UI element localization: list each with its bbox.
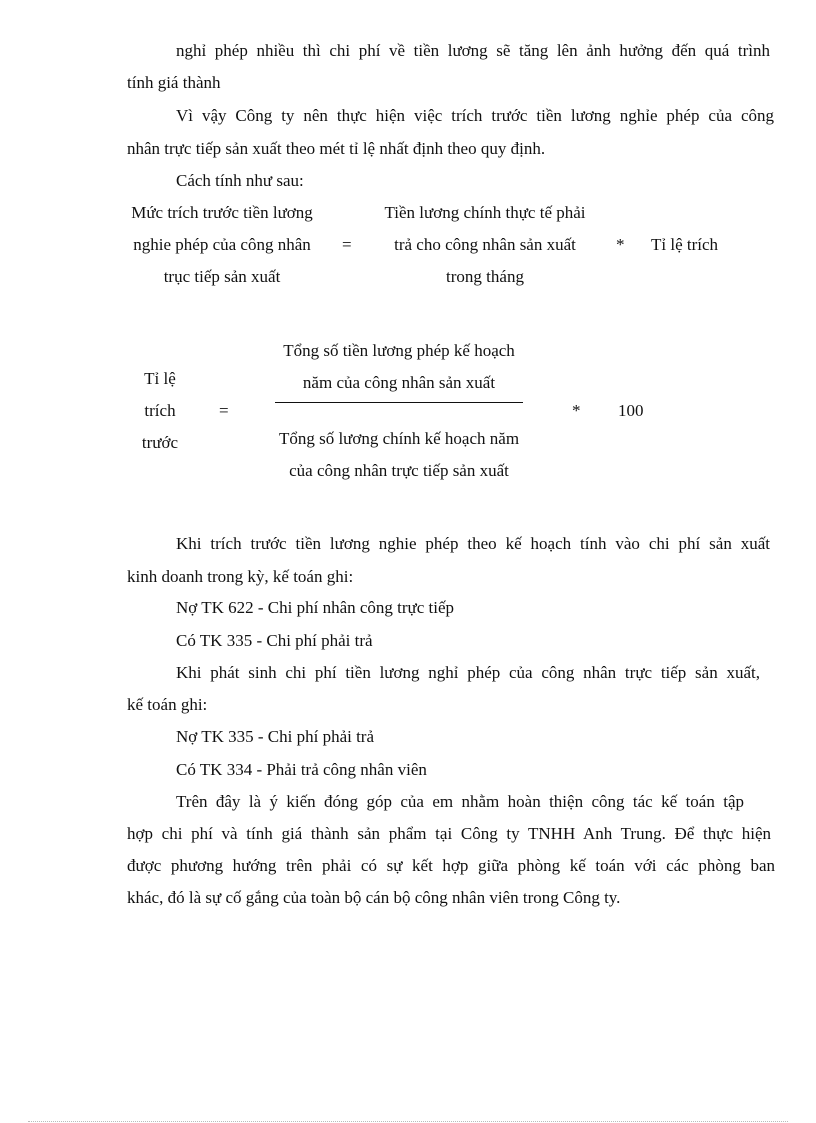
formula2-equals: = [219,401,229,420]
formula2-numerator-line: năm của công nhân sản xuất [302,373,496,392]
paragraph-line: được phương hướng trên phải có sự kết hợp giữa phòng kế toán với các phòng ban [127,856,775,875]
paragraph-line: Vì vậy Công ty nên thực hiện việc trích trước tiền lương nghỉe phép của công [176,106,774,125]
paragraph-line: nhân trực tiếp sản xuất theo mét tỉ lệ nhất định theo quy định. [127,139,546,158]
formula1-left-line: nghie phép của công nhân [133,235,311,254]
formula1-rate-label: Tỉ lệ trích [651,235,719,254]
formula2-left-line: trích [144,401,176,420]
formula2-left-line: Tỉ lệ [144,369,176,388]
paragraph-line: Khi trích trước tiền lương nghie phép theo kế hoạch tính vào chi phí sản xuất [176,534,770,553]
formula2-times: * [572,401,581,420]
formula1-times: * [616,235,625,254]
formula2-numerator-line: Tổng số tiền lương phép kế hoạch [283,341,515,360]
journal-entry: Có TK 334 - Phải trả công nhân viên [176,760,427,779]
paragraph-line: Trên đây là ý kiến đóng góp của em nhằm hoàn thiện công tác kế toán tập [176,792,744,811]
paragraph-line: Cách tính như sau: [176,171,304,190]
fraction-bar [275,402,523,403]
journal-entry: Nợ TK 335 - Chi phí phải trả [176,727,375,746]
formula1-left-line: Mức trích trước tiền lương [131,203,313,222]
paragraph-line: nghỉ phép nhiều thì chi phí về tiền lương sẽ tăng lên ảnh hưởng đến quá trình [176,41,770,60]
paragraph-line: kinh doanh trong kỳ, kế toán ghi: [127,567,354,586]
formula1-mid-line: trả cho công nhân sản xuất [394,235,576,254]
journal-entry: Nợ TK 622 - Chi phí nhân công trực tiếp [176,598,455,617]
formula1-equals: = [342,235,352,254]
journal-entry: Có TK 335 - Chi phí phải trả [176,631,373,650]
paragraph-line: tính giá thành [127,73,221,92]
paragraph-line: khác, đó là sự cố gắng của toàn bộ cán bộ công nhân viên trong Công ty. [127,888,621,907]
page-bottom-border [28,1121,788,1122]
paragraph-line: kế toán ghi: [127,695,208,714]
formula1-mid-line: trong tháng [446,267,524,286]
paragraph-line: hợp chi phí và tính giá thành sản phẩm tại Công ty TNHH Anh Trung. Để thực hiện [127,824,771,843]
formula2-denominator-line: của công nhân trực tiếp sản xuất [289,461,509,480]
formula1-mid-line: Tiền lương chính thực tế phải [384,203,586,222]
paragraph-line: Khi phát sinh chi phí tiền lương nghỉ phép của công nhân trực tiếp sản xuất, [176,663,760,682]
formula1-left-line: trục tiếp sản xuất [163,267,281,286]
formula2-denominator-line: Tổng số lương chính kế hoạch năm [278,429,520,448]
formula2-left-line: trước [141,433,179,452]
formula2-factor: 100 [618,401,644,420]
